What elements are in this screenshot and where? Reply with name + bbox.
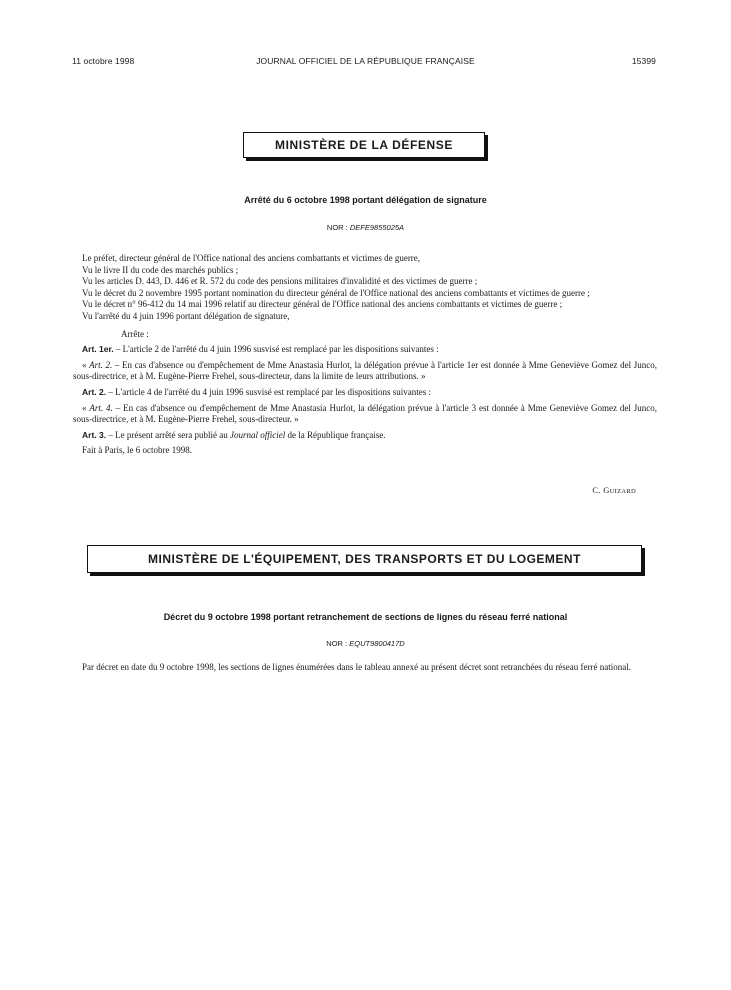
decree-title-2: Décret du 9 octobre 1998 portant retranchement de sections de lignes du réseau ferré national bbox=[163, 612, 568, 622]
quoted-article-text: – En cas d'absence ou d'empêchement de Mme Anastasia Hurlot, la délégation prévue à l'article 3 est donnée à Mme Geneviève Gomez del Junco, sous-directrice, et à M. Eugène-Pierre Frehel, sous-directeur. » bbox=[73, 402, 657, 425]
quoted-article-label: Art. 2. bbox=[89, 359, 113, 370]
nor-code: DEFE9855025A bbox=[349, 223, 405, 232]
arrete-heading: Arrête : bbox=[121, 328, 149, 339]
decree-title-1: Arrêté du 6 octobre 1998 portant délégation de signature bbox=[244, 195, 487, 205]
visa-line: Vu le livre II du code des marchés publics ; bbox=[82, 264, 239, 275]
fait-a-paris: Fait à Paris, le 6 octobre 1998. bbox=[82, 445, 192, 456]
journal-officiel-italic: Journal officiel bbox=[230, 429, 286, 440]
article-2-quote: « Art. 4. – En cas d'absence ou d'empêchement de Mme Anastasia Hurlot, la délégation prévue à l'article 3 est donnée à Mme Geneviève Gomez del Junco, sous-directrice, et à M. Eugène-Pierre Frehel, sous-directeur. » bbox=[73, 402, 657, 425]
decree-body-2 bbox=[73, 662, 657, 674]
article-2-label: Art. 2. bbox=[82, 386, 107, 397]
article-3: Art. 3. – Le présent arrêté sera publié au Journal officiel de la République française. bbox=[82, 429, 386, 440]
article-3-label: Art. 3. bbox=[82, 429, 107, 440]
nor-label: NOR : bbox=[326, 639, 348, 648]
visa-line: Vu les articles D. 443, D. 446 et R. 572 du code des pensions militaires d'invalidité et des victimes de guerre ; bbox=[82, 276, 478, 287]
visa-line: Le préfet, directeur général de l'Office national des anciens combattants et victimes de guerre, bbox=[82, 253, 421, 263]
quoted-article-label: Art. 4. bbox=[89, 402, 113, 413]
nor-reference-1 bbox=[0, 223, 731, 232]
nor-code: EQUT9800417D bbox=[349, 639, 405, 648]
ministry-heading-defense: MINISTÈRE DE LA DÉFENSE bbox=[243, 132, 485, 158]
visa-line: Vu le décret du 2 novembre 1995 portant nomination du directeur général de l'Office national des anciens combattants et victimes de guerre ; bbox=[82, 287, 590, 298]
signature: C. GUIZARD bbox=[592, 485, 636, 495]
article-1-text: – L'article 2 de l'arrêté du 4 juin 1996 susvisé est remplacé par les dispositions suivantes : bbox=[113, 344, 439, 355]
ministry-heading-equipement: MINISTÈRE DE L'ÉQUIPEMENT, DES TRANSPORTS ET DU LOGEMENT bbox=[87, 545, 642, 573]
quoted-article-text: – En cas d'absence ou d'empêchement de Mme Anastasia Hurlot, la délégation prévue à l'article 1er est donnée à Mme Geneviève Gomez del Junco, sous-directrice, et à M. Eugène-Pierre Frehel, sous-directeur, dans la limite de leurs attributions. » bbox=[73, 359, 658, 382]
decree-paragraph: Par décret en date du 9 octobre 1998, les sections de lignes énumérées dans le tableau annexé au présent décret sont retranchées du réseau ferré national. bbox=[82, 662, 632, 672]
decree-body-1 bbox=[73, 253, 657, 457]
visa-line: Vu l'arrêté du 4 juin 1996 portant délégation de signature, bbox=[82, 310, 290, 321]
header-page-number: 15399 bbox=[631, 56, 656, 66]
header-journal-title: JOURNAL OFFICIEL DE LA RÉPUBLIQUE FRANÇAISE bbox=[256, 56, 475, 66]
article-1-label: Art. 1er. bbox=[82, 344, 114, 355]
header-date: 11 octobre 1998 bbox=[72, 56, 135, 66]
article-2-text: – L'article 4 de l'arrêté du 4 juin 1996 susvisé est remplacé par les dispositions suivantes : bbox=[106, 386, 432, 397]
nor-label: NOR : bbox=[326, 223, 348, 232]
article-2 bbox=[73, 387, 657, 399]
nor-reference-2 bbox=[0, 639, 731, 648]
article-1 bbox=[73, 344, 657, 356]
visa-line: Vu le décret n° 96-412 du 14 mai 1996 relatif au directeur général de l'Office national des anciens combattants et victimes de guerre ; bbox=[82, 299, 563, 310]
article-1-quote: « Art. 2. – En cas d'absence ou d'empêchement de Mme Anastasia Hurlot, la délégation prévue à l'article 1er est donnée à Mme Geneviève Gomez del Junco, sous-directrice, et à M. Eugène-Pierre Frehel, sous-directeur, dans la limite de leurs attributions. » bbox=[73, 359, 658, 382]
